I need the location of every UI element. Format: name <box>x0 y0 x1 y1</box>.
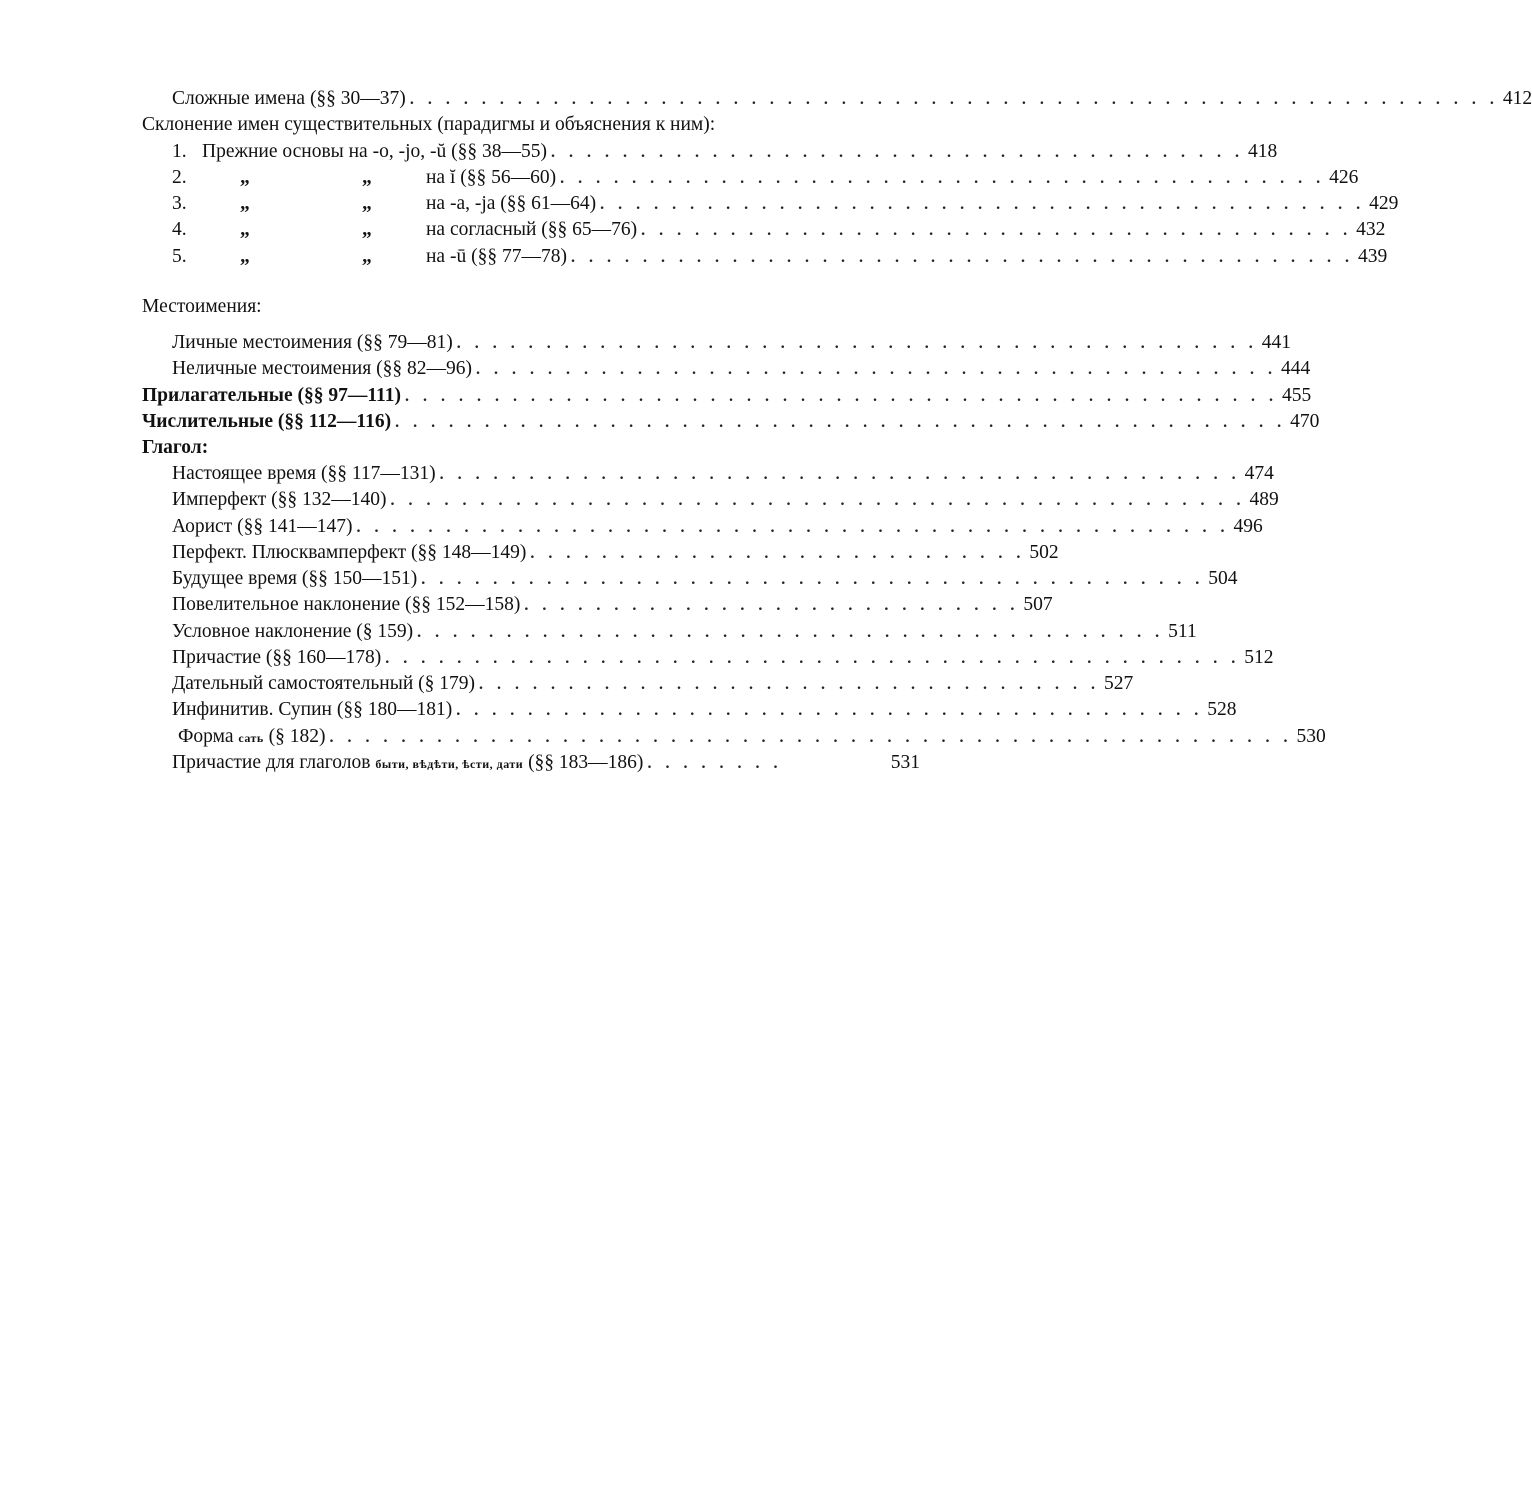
leader-dots: . . . . . . . . . . . . . . . . . . . . . . . . . . . . . . . . . . . . . . . . . . . . . . . . <box>390 492 1246 509</box>
toc-entry-numerals <box>142 409 1320 435</box>
leader-dots: . . . . . . . . . . . . . . . . . . . . . . . . . . . . . . . . . . . . . . . . . . . . . . . . . . . . . . <box>329 729 1293 746</box>
leader-dots: . . . . . . . . . . . . . . . . . . . . . . . . . . . . . . . . . . . . . . . . . . . . . <box>475 361 1277 378</box>
section-heading-text: Глагол: <box>142 437 209 458</box>
toc-entry-nonpersonal-pronouns <box>172 356 1311 382</box>
form-sat-prefix: Форма <box>178 726 234 747</box>
toc-entry-page: 474 <box>1244 463 1274 484</box>
toc-entry-verb-5 <box>172 566 1238 592</box>
form-sat-word: сать <box>238 731 264 745</box>
toc-entry-page: 527 <box>1104 673 1134 694</box>
toc-entry-page: 512 <box>1244 647 1274 668</box>
leader-dots: . . . . . . . . . . . . . . . . . . . . . . . . . . . . . . . . . . . . . . . . . . <box>456 702 1204 719</box>
leader-dots: . . . . . . . . . . . . . . . . . . . . . . . . . . . . . . . . . . . . . . . . . . . . . . . . <box>385 650 1241 667</box>
section-heading-verb <box>142 435 742 461</box>
toc-entry-label: Числительные (§§ 112—116) <box>142 411 392 432</box>
leader-dots: . . . . . . . . . . . . . . . . . . . . . . . . . . . . <box>530 545 1026 562</box>
toc-entry-verb-9 <box>172 671 1134 697</box>
participle-verbs: быти, вѣдѣти, ѣсти, дати <box>375 757 524 771</box>
leader-dots: . . . . . . . . . . . . . . . . . . . . . . . . . . . . . . . . . . . . . . . . . . . . . <box>439 466 1241 483</box>
toc-entry-personal-pronouns <box>172 330 1291 356</box>
toc-entry-verb-1 <box>172 461 1274 487</box>
toc-entry-page: 429 <box>1369 193 1399 214</box>
toc-entry-stem-5 <box>172 244 1388 270</box>
leader-dots: . . . . . . . . . . . . . . . . . . . . . . . . . . . . . . . . . . . . . . . . <box>641 222 1353 239</box>
toc-entry-page: 444 <box>1280 358 1311 379</box>
toc-entry-label: Дательный самостоятельный (§ 179) <box>172 673 476 694</box>
ditto-mark: „ <box>240 167 250 188</box>
toc-entry-page: 412 <box>1502 88 1532 109</box>
toc-entry-label: Личные местоимения (§§ 79—81) <box>172 332 453 353</box>
toc-entry-adjectives <box>142 383 1312 409</box>
toc-entry-page: 489 <box>1249 489 1279 510</box>
form-sat-sections: (§ 182) <box>268 726 326 747</box>
toc-entry-page: 528 <box>1207 699 1237 720</box>
toc-entry-page: 511 <box>1168 621 1197 642</box>
toc-entry-verb-6 <box>172 592 1053 618</box>
leader-dots: . . . . . . . . . . . . . . . . . . . . . . . . . . . . . . . . . . . . . . . . . . . . <box>570 249 1354 266</box>
ditto-mark: „ <box>362 193 372 214</box>
leader-dots: . . . . . . . . <box>647 755 783 772</box>
leader-dots: . . . . . . . . . . . . . . . . . . . . . . . . . . . . . . . . . . . . . . . . . . . . . . . . . <box>356 519 1230 536</box>
toc-entry-verb-2 <box>172 487 1279 513</box>
toc-entry-label: Настоящее время (§§ 117—131) <box>172 463 436 484</box>
leader-dots: . . . . . . . . . . . . . . . . . . . . . . . . . . . . . . . . . . . . . . . <box>550 144 1244 161</box>
toc-entry-page: 432 <box>1356 219 1386 240</box>
toc-entry-stem-3 <box>172 191 1399 217</box>
toc-entry-label: Повелительное наклонение (§§ 152—158) <box>172 594 521 615</box>
section-heading-text: Склонение имен существительных (парадигмы и объяснения к ним): <box>142 114 716 135</box>
toc-entry-page: 418 <box>1247 141 1278 162</box>
stem-label: на -о, -јо, -ŭ (§§ 38—55) <box>348 141 547 162</box>
leader-dots: . . . . . . . . . . . . . . . . . . . . . . . . . . . . . . . . . . . . . . . . . . . <box>600 196 1366 213</box>
toc-entry-verb-8 <box>172 645 1274 671</box>
stem-label: на согласный (§§ 65—76) <box>426 219 638 240</box>
leader-dots: . . . . . . . . . . . . . . . . . . . . . . . . . . . . . . . . . . . . . . . . . . . . . . . . . <box>404 388 1278 405</box>
toc-entry-label: Будущее время (§§ 150—151) <box>172 568 418 589</box>
stem-number: 4. <box>172 219 187 240</box>
toc-entry-page: 455 <box>1281 385 1312 406</box>
ditto-mark: „ <box>362 219 372 240</box>
toc-entry-page: 439 <box>1357 246 1388 267</box>
ditto-mark: „ <box>240 219 250 240</box>
toc-entry-label: Перфект. Плюсквамперфект (§§ 148—149) <box>172 542 527 563</box>
toc-entry-form-sat <box>178 724 1326 750</box>
toc-entry-page: 496 <box>1233 516 1263 537</box>
stem-label: на ĭ (§§ 56—60) <box>426 167 557 188</box>
toc-entry-complex-names <box>172 86 1532 112</box>
ditto-mark: „ <box>362 167 372 188</box>
ditto-mark: „ <box>240 246 250 267</box>
toc-entry-stem-1 <box>172 139 1278 165</box>
leader-dots: . . . . . . . . . . . . . . . . . . . . . . . . . . . . . . . . . . . . . . . . . . . . . . . . . . . . . . . . . . . . . <box>409 91 1499 108</box>
leader-dots: . . . . . . . . . . . . . . . . . . . . . . . . . . . . . . . . . . . <box>479 676 1101 693</box>
stem-number: 3. <box>172 193 187 214</box>
ditto-mark: „ <box>362 246 372 267</box>
toc-entry-page: 441 <box>1261 332 1291 353</box>
toc-entry-label: Прилагательные (§§ 97—111) <box>142 385 401 406</box>
participle-prefix: Причастие для глаголов <box>172 752 371 773</box>
section-heading-declension <box>142 112 932 138</box>
toc-entry-verb-10 <box>172 697 1237 723</box>
leader-dots: . . . . . . . . . . . . . . . . . . . . . . . . . . . . <box>524 597 1020 614</box>
stem-label: на -ū (§§ 77—78) <box>426 246 567 267</box>
leader-dots: . . . . . . . . . . . . . . . . . . . . . . . . . . . . . . . . . . . . . . . . . . <box>417 624 1165 641</box>
stem-number: 2. <box>172 167 187 188</box>
toc-entry-label: Аорист (§§ 141—147) <box>172 516 353 537</box>
toc-entry-label: Инфинитив. Супин (§§ 180—181) <box>172 699 453 720</box>
toc-entry-verb-7 <box>172 619 1197 645</box>
toc-entry-page: 504 <box>1208 568 1238 589</box>
leader-dots: . . . . . . . . . . . . . . . . . . . . . . . . . . . . . . . . . . . . . . . . . . . . . . . . . . <box>395 414 1287 431</box>
toc-entry-page: 470 <box>1290 411 1320 432</box>
toc-entry-label: Имперфект (§§ 132—140) <box>172 489 387 510</box>
toc-entry-page: 502 <box>1029 542 1059 563</box>
stem-label: на -а, -ја (§§ 61—64) <box>426 193 597 214</box>
leader-dots: . . . . . . . . . . . . . . . . . . . . . . . . . . . . . . . . . . . . . . . . . . . . <box>421 571 1205 588</box>
toc-entry-stem-2 <box>172 165 1359 191</box>
participle-sections: (§§ 183—186) <box>528 752 644 773</box>
leader-dots: . . . . . . . . . . . . . . . . . . . . . . . . . . . . . . . . . . . . . . . . . . . <box>560 170 1326 187</box>
section-heading-text: Местоимения: <box>142 296 262 317</box>
toc-entry-stem-4 <box>172 217 1386 243</box>
stem-number: 1. <box>172 141 187 162</box>
stem-prefix: Прежние основы <box>202 141 344 162</box>
toc-entry-page: 530 <box>1296 726 1326 747</box>
toc-entry-participle-special <box>172 750 920 776</box>
toc-entry-page: 531 <box>890 752 920 773</box>
ditto-mark: „ <box>240 193 250 214</box>
toc-entry-label: Сложные имена (§§ 30—37) <box>172 88 406 109</box>
toc-entry-page: 426 <box>1329 167 1359 188</box>
toc-entry-verb-4 <box>172 540 1059 566</box>
toc-entry-verb-3 <box>172 514 1263 540</box>
leader-dots: . . . . . . . . . . . . . . . . . . . . . . . . . . . . . . . . . . . . . . . . . . . . . <box>456 335 1258 352</box>
section-heading-pronouns <box>142 294 742 320</box>
toc-entry-page: 507 <box>1023 594 1053 615</box>
toc-entry-label: Неличные местоимения (§§ 82—96) <box>172 358 472 379</box>
toc-entry-label: Условное наклонение (§ 159) <box>172 621 414 642</box>
toc-entry-label: Причастие (§§ 160—178) <box>172 647 382 668</box>
stem-number: 5. <box>172 246 187 267</box>
